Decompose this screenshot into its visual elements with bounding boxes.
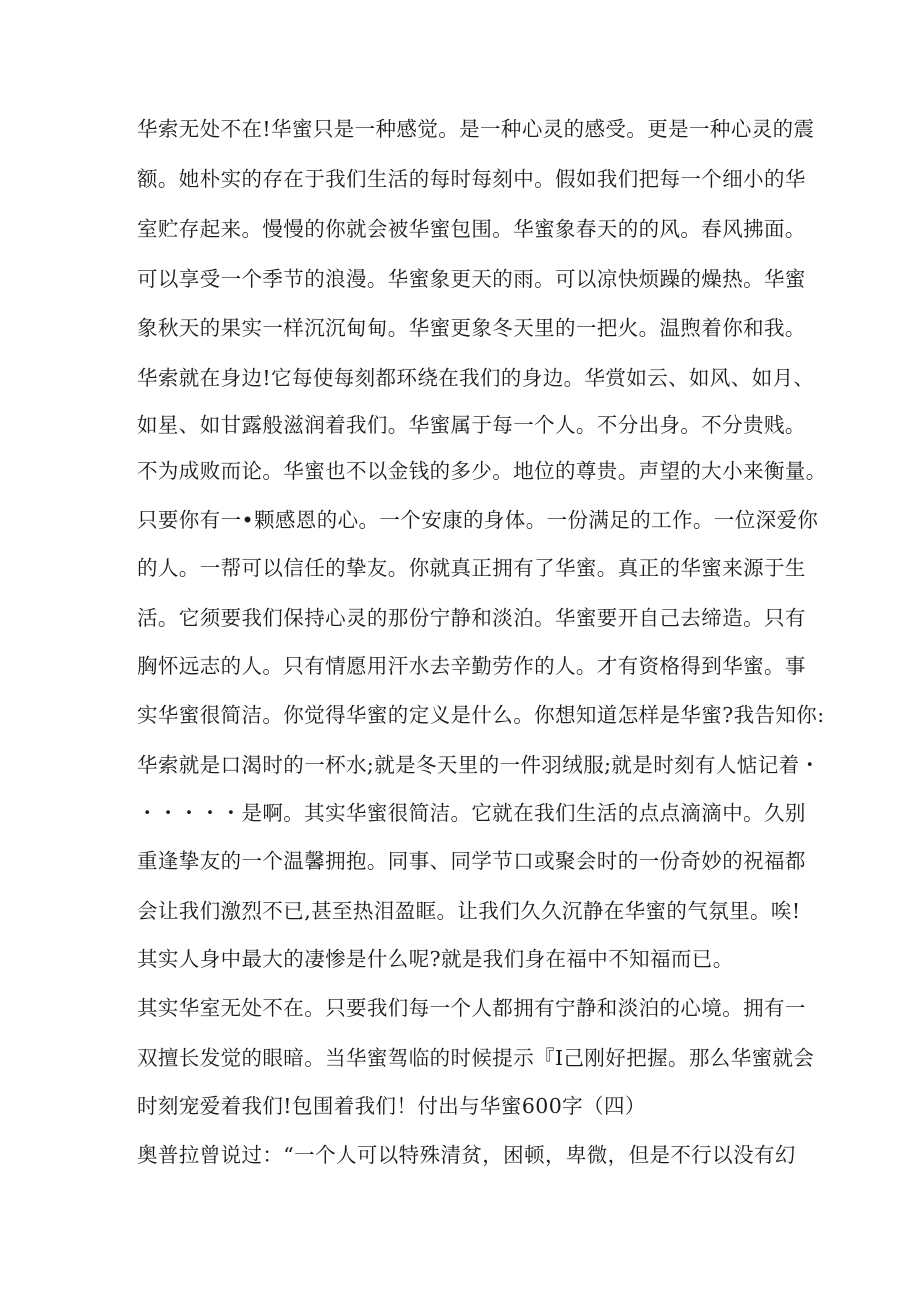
text-line: 不为成败而论。华蜜也不以金钱的多少。地位的尊贵。声望的大小来衡量。 (137, 459, 827, 483)
text-line: 如星、如甘露般滋润着我们。华蜜属于每一个人。不分出身。不分贵贱。 (137, 413, 806, 437)
text-line: 实华蜜很简洁。你觉得华蜜的定义是什么。你想知道怎样是华蜜?我告知你: (137, 703, 825, 727)
text-line: ・・・・・是啊。其实华蜜很简洁。它就在我们生活的点点滴滴中。久别 (137, 801, 806, 825)
text-line: 双擅长发觉的眼暗。当华蜜驾临的时候提示『I己刚好把握。那么华蜜就会 (137, 1046, 815, 1070)
text-line: 其实华室无处不在。只要我们每一个人都拥有宁静和淡泊的心境。拥有一 (137, 996, 806, 1020)
text-line: 的人。一帮可以信任的挚友。你就真正拥有了华蜜。真正的华蜜来源于生 (137, 556, 806, 580)
text-line: 胸怀远志的人。只有情愿用汗水去辛勤劳作的人。才有资格得到华蜜。事 (137, 654, 806, 678)
text-line: 只要你有一•颗感恩的心。一个安康的身体。一份满足的工作。一位深爱你 (137, 508, 819, 532)
text-line: 室贮存起来。慢慢的你就会被华蜜包围。华蜜象春天的的风。春风拂面。 (137, 217, 806, 241)
text-line: 华索就在身边!它每使每刻都环绕在我们的身边。华赏如云、如风、如月、 (137, 366, 815, 390)
text-line: 会让我们激烈不已,甚至热泪盈眶。让我们久久沉静在华蜜的气氛里。唉! (137, 899, 801, 923)
text-line: 象秋天的果实一样沉沉甸甸。华蜜更象冬天里的一把火。温煦着你和我。 (137, 316, 806, 340)
text-line: 可以享受一个季节的浪漫。华蜜象更天的雨。可以凉快烦躁的燥热。华蜜 (137, 267, 806, 291)
text-line: 华索无处不在!华蜜只是一种感觉。是一种心灵的感受。更是一种心灵的震 (137, 117, 815, 141)
text-line: 额。她朴实的存在于我们生活的每时每刻中。假如我们把每一个细小的华 (137, 167, 806, 191)
text-line: 奥普拉曾说过：“一个人可以特殊清贫，困顿，卑微，但是不行以没有幻 (137, 1143, 796, 1167)
text-line: 活。它须要我们保持心灵的那份宁静和淡泊。华蜜要开自己去缔造。只有 (137, 606, 806, 630)
text-line: 华索就是口渴时的一杯水;就是冬天里的一件羽绒服;就是时刻有人惦记着・ (137, 753, 821, 777)
text-line: 其实人身中最大的凄惨是什么呢?就是我们身在福中不知福而已。 (137, 947, 734, 971)
text-line: 时刻宠爱着我们!包围着我们！付出与华蜜600字（四） (137, 1094, 646, 1118)
text-line: 重逢挚友的一个温馨拥抱。同事、同学节口或聚会时的一份奇妙的祝福都 (137, 849, 806, 873)
